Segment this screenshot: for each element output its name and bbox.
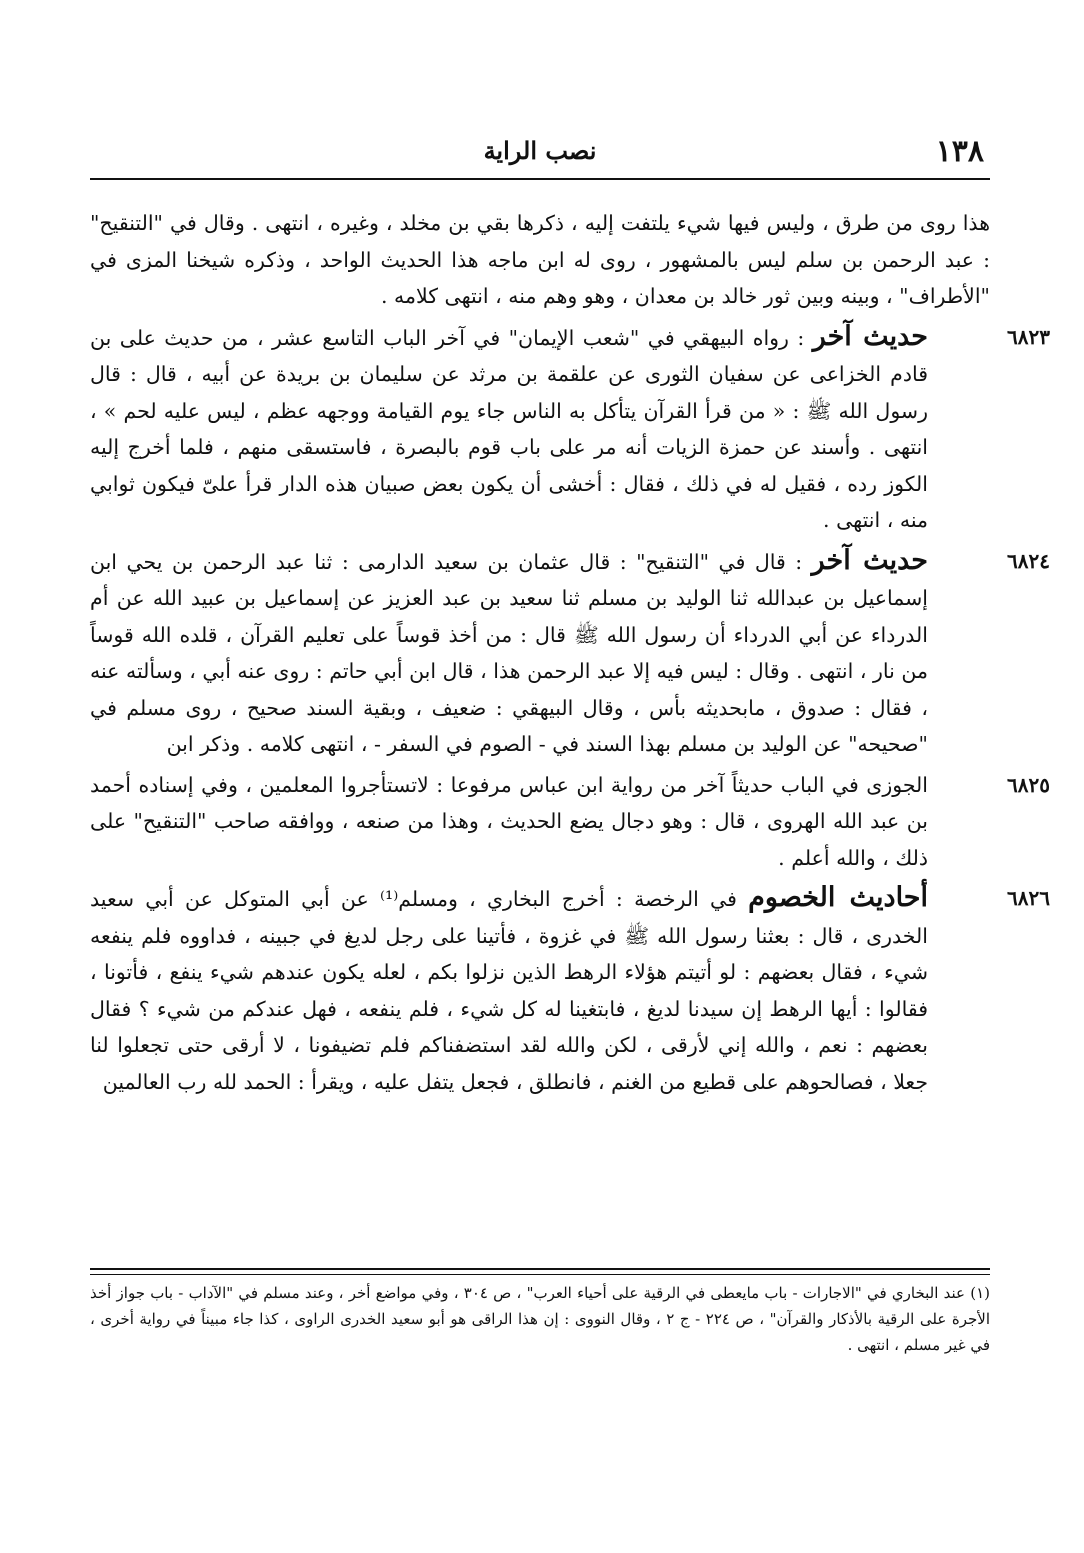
footnotes: [90, 1280, 990, 1358]
paragraph-text: في الرخصة : أخرج البخاري ، ومسلم⁽¹⁾ عن أبي المتوكل عن أبي سعيد الخدرى ، قال : بعثنا رسول الله ﷺ في غزوة ، فأتينا على رجل لديغ في جبينه ، فداووه فلم ينفعه شيء ، فقال بعضهم : لو أتيتم هؤلاء الرهط الذين نزلوا بكم ، لعله يكون عندهم شيء ينفع ، فأتونا ، فقالوا : أيها الرهط إن سيدنا لديغ ، فابتغينا له كل شيء ، فلم ينفعه ، فهل عندكم من شيء ؟ فقال بعضهم : نعم ، والله إني لأرقى ، لكن والله لقد استضفناكم فلم تضيفونا ، لا أرقى حتى تجعلوا لنا جعلا ، فصالحوهم على قطيع من الغنم ، فانطلق ، فجعل يتفل عليه ، ويقرأ : الحمد لله رب العالمين: [90, 887, 928, 1094]
hadith-number: ٦٨٢٦: [1007, 886, 1050, 910]
paragraph-text: : رواه البيهقي في "شعب الإيمان" في آخر الباب التاسع عشر ، من حديث على بن قادم الخزاعى عن سفيان الثورى عن علقمة بن مرثد عن سليمان بن بريدة عن أبيه ، قال : قال رسول الله ﷺ : « من قرأ القرآن يتأكل به الناس جاء يوم القيامة ووجهه عظم ، ليس عليه لحم » ، انتهى . وأسند عن حمزة الزيات أنه مر على باب قوم بالبصرة ، فاستسقى منهم ، فلما أخرج إليه الكوز رده ، فقيل له في ذلك ، فقال : أخشى أن يكون بعض صبيان هذه الدار قرأ علىّ فيكون ثوابي منه ، انتهى .: [90, 325, 928, 532]
hadith-6824: [90, 543, 1050, 763]
hadith-number: ٦٨٢٥: [1007, 772, 1050, 797]
paragraph-continuation: [90, 205, 990, 315]
hadith-number: ٦٨٢٤: [1007, 548, 1050, 573]
hadith-heading: حديث آخر: [811, 544, 928, 576]
book-page: [90, 120, 1050, 1520]
hadith-number: ٦٨٢٣: [1007, 324, 1050, 349]
hadith-heading: أحاديث الخصوم: [748, 882, 928, 913]
running-title: نصب الراية: [483, 136, 597, 165]
footnote-1: (١) عند البخاري في "الاجارات - باب مايعطى في الرقية على أحياء العرب" ، ص ٣٠٤ ، وفي مواضع أخر ، وعند مسلم في "الآداب - باب جواز أخذ الأجرة على الرقية بالأذكار والقرآن" ، ص ٢٢٤ - ج ٢ ، وقال النووى : إن هذا الراقى هو أبو سعيد الخدرى الراوى ، كذا جاء مبيناً في رواية أخرى ، في غير مسلم ، انتهى .: [90, 1284, 990, 1354]
hadith-heading: حديث آخر: [812, 320, 928, 352]
main-text: [90, 205, 1050, 1104]
paragraph-text: الجوزى في الباب حديثاً آخر من رواية ابن عباس مرفوعا : لاتستأجروا المعلمين ، وفي إسناده أحمد بن عبد الله الهروى ، قال : وهو دجال يضع الحديث ، وهذا من صنعه ، ووافقه صاحب "التنقيح" على ذلك ، والله أعلم .: [90, 772, 928, 870]
page-header: [90, 130, 990, 180]
hadith-6826: [90, 880, 1050, 1100]
hadith-6823: [90, 319, 1050, 539]
footnote-divider: [90, 1268, 990, 1275]
paragraph-text: : قال في "التنقيح" : قال عثمان بن سعيد الدارمى : ثنا عبد الرحمن بن يحي ابن إسماعيل بن عبدالله ثنا الوليد بن مسلم ثنا سعيد بن عبد العزيز عن إسماعيل بن عبيد الله عن أم الدرداء عن أبي الدرداء أن رسول الله ﷺ قال : من أخذ قوساً على تعليم القرآن ، قلده الله قوساً من نار ، انتهى . وقال : ليس فيه إلا عبد الرحمن هذا ، قال ابن أبي حاتم : روى عنه أبي ، وسألته عنه ، فقال : صدوق ، مابحديثه بأس ، وقال البيهقي : ضعيف ، وبقية السند صحيح ، روى مسلم في "صحيحه" عن الوليد بن مسلم بهذا السند في - الصوم في السفر - ، انتهى كلامه . وذكر ابن: [90, 549, 928, 756]
hadith-6825: [90, 767, 1050, 877]
paragraph-text: هذا روى من طرق ، وليس فيها شيء يلتفت إليه ، ذكرها بقي بن مخلد ، وغيره ، انتهى . وقال في "التنقيح" : عبد الرحمن بن سلم ليس بالمشهور ، روى له ابن ماجه هذا الحديث الواحد ، وذكره شيخنا المزى في "الأطراف" ، وبينه وبين ثور خالد بن معدان ، وهو وهم منه ، انتهى كلامه .: [90, 211, 990, 308]
page-number: ١٣٨: [935, 134, 984, 169]
